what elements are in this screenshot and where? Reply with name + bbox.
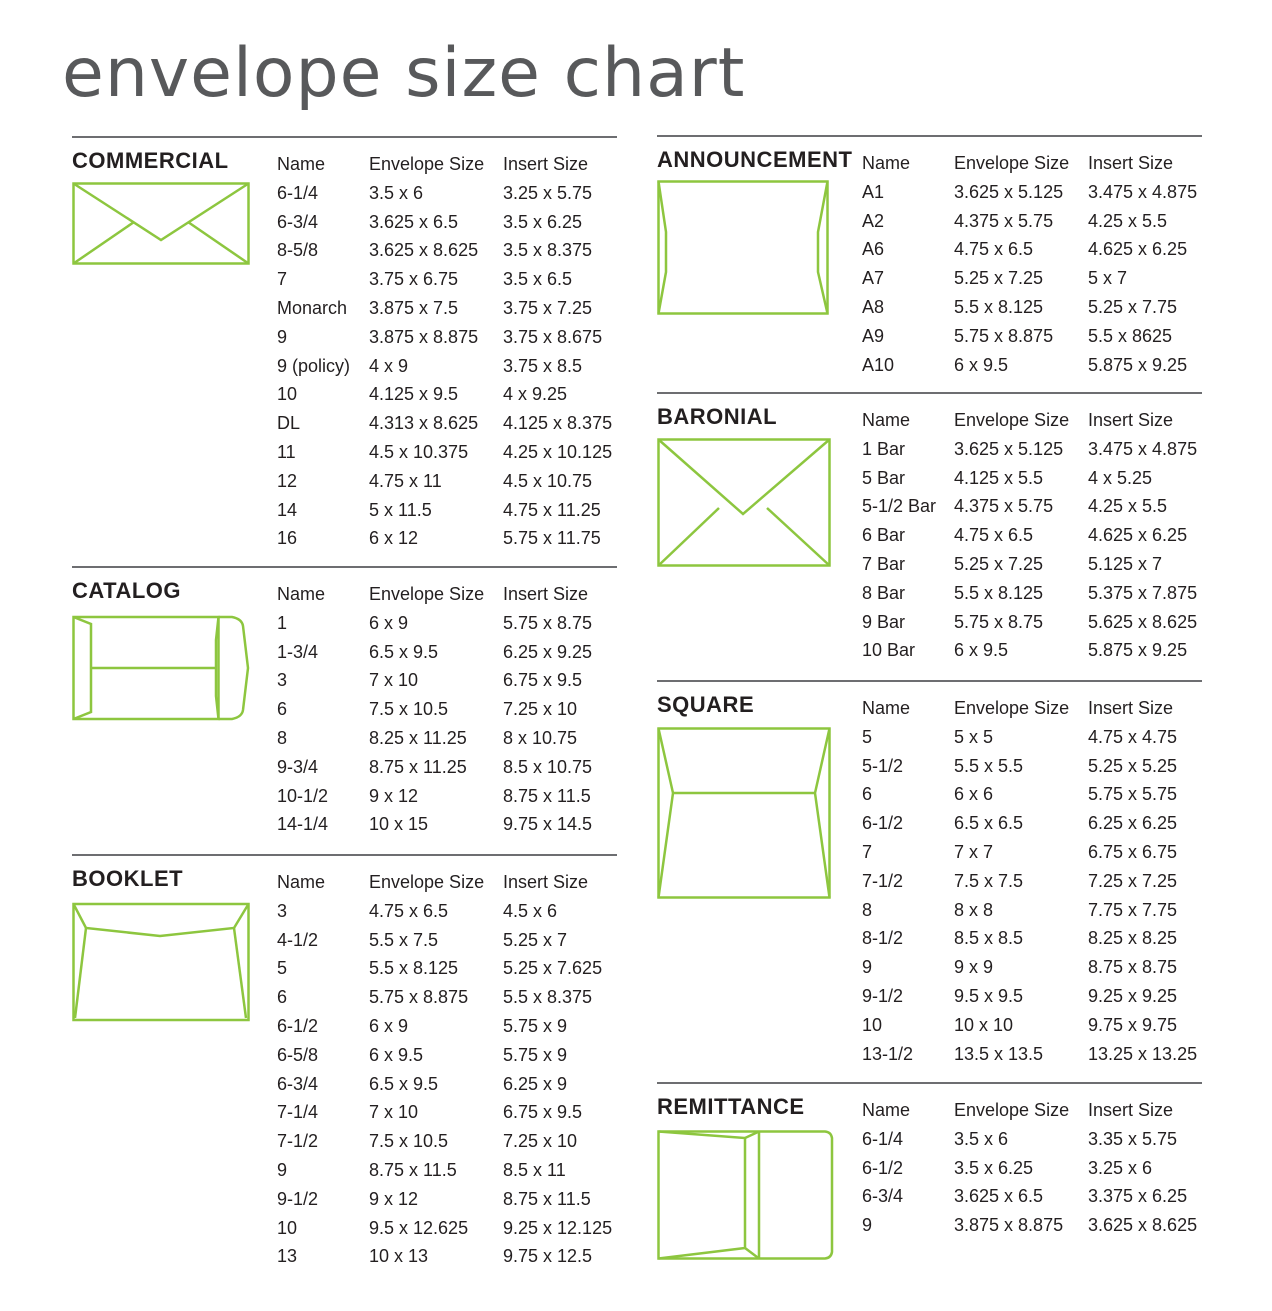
envelope-size-cell: 5.25 x 7.25 (954, 268, 1044, 289)
insert-size-cell: 5.5 x 8625 (1088, 325, 1173, 346)
insert-size-cell: 3.5 x 6.25 (503, 211, 583, 232)
envelope-size-cell: 4.125 x 5.5 (954, 467, 1044, 488)
envelope-size-cell: 3.75 x 6.75 (369, 269, 459, 290)
name-cell: 1 (277, 612, 288, 633)
envelope-size-cell: 4 x 9 (369, 355, 409, 376)
name-cell: A1 (862, 181, 885, 202)
name-cell: 8-5/8 (277, 240, 319, 261)
section-title: REMITTANCE (657, 1094, 805, 1119)
envelope-size-cell: 9 x 9 (954, 957, 994, 978)
name-cell: 10 (277, 384, 298, 405)
name-cell: 6-1/2 (862, 1157, 904, 1178)
insert-size-cell: 5.75 x 9 (503, 1015, 568, 1036)
name-cell: 6-1/4 (862, 1128, 904, 1149)
name-cell: 10 Bar (862, 640, 916, 661)
envelope-size-cell: 4.75 x 6.5 (954, 525, 1034, 546)
insert-size-cell: 6.25 x 9 (503, 1073, 568, 1094)
envelope-size-cell: 3.875 x 8.875 (954, 1215, 1064, 1236)
envelope-size-cell: 6 x 9.5 (954, 640, 1009, 661)
name-cell: 9-1/2 (277, 1188, 319, 1209)
insert-size-cell: 5.625 x 8.625 (1088, 611, 1198, 632)
insert-size-cell: 4 x 9.25 (503, 384, 568, 405)
insert-size-cell: 5.75 x 11.75 (503, 528, 601, 549)
insert-size-cell: 5.25 x 7.625 (503, 958, 603, 979)
envelope-size-cell: 7 x 10 (369, 670, 419, 691)
insert-size-cell: 7.25 x 10 (503, 1131, 578, 1152)
insert-size-cell: 9.25 x 12.125 (503, 1217, 613, 1238)
insert-size-cell: 3.475 x 4.875 (1088, 181, 1198, 202)
insert-size-cell: 4.25 x 5.5 (1088, 210, 1168, 231)
insert-size-cell: 5.75 x 5.75 (1088, 784, 1178, 805)
envelope-size-cell: 6 x 9.5 (954, 354, 1009, 375)
name-cell: 9 (policy) (277, 355, 351, 376)
envelope-size-cell: 10 x 13 (369, 1246, 429, 1267)
name-cell: Name (277, 154, 326, 174)
envelope-size-cell: Envelope Size (954, 698, 1070, 718)
insert-size-cell: 4.25 x 5.5 (1088, 496, 1168, 517)
envelope-size-cell: 8.75 x 11.5 (369, 1159, 457, 1180)
envelope-size-cell: 6.5 x 6.5 (954, 813, 1024, 834)
name-cell: Monarch (277, 297, 348, 318)
name-cell: Name (862, 1100, 911, 1120)
insert-size-cell: 3.35 x 5.75 (1088, 1128, 1178, 1149)
name-cell: 6 (862, 784, 873, 805)
envelope-size-cell: 3.625 x 5.125 (954, 181, 1064, 202)
insert-size-cell: 9.25 x 9.25 (1088, 985, 1178, 1006)
name-cell: A7 (862, 268, 885, 289)
name-cell: 5-1/2 (862, 755, 904, 776)
envelope-size-cell: 5.25 x 7.25 (954, 553, 1044, 574)
name-cell: 7 (277, 269, 288, 290)
envelope-size-cell: 3.875 x 8.875 (369, 326, 479, 347)
insert-size-cell: 5.875 x 9.25 (1088, 640, 1188, 661)
envelope-size-cell: 5.75 x 8.875 (954, 325, 1054, 346)
name-cell: 6 Bar (862, 525, 906, 546)
envelope-size-cell: 5.5 x 8.125 (954, 296, 1044, 317)
name-cell: 6-1/2 (277, 1015, 319, 1036)
envelope-size-cell: Envelope Size (369, 584, 485, 604)
insert-size-cell: 3.75 x 7.25 (503, 297, 593, 318)
envelope-size-cell: 8 x 8 (954, 899, 994, 920)
envelope-size-cell: 5.75 x 8.75 (954, 611, 1044, 632)
insert-size-cell: 8 x 10.75 (503, 727, 578, 748)
insert-size-cell: 4.625 x 6.25 (1088, 525, 1188, 546)
insert-size-cell: 8.5 x 10.75 (503, 756, 593, 777)
insert-size-cell: 4.125 x 8.375 (503, 413, 613, 434)
envelope-size-cell: Envelope Size (954, 410, 1070, 430)
name-cell: 14-1/4 (277, 814, 329, 835)
name-cell: 13-1/2 (862, 1043, 914, 1064)
catalog-envelope-icon (72, 612, 252, 724)
insert-size-cell: 7.25 x 10 (503, 699, 578, 720)
name-cell: 10-1/2 (277, 785, 329, 806)
insert-size-cell: 6.75 x 9.5 (503, 1102, 583, 1123)
section-title: BARONIAL (657, 404, 778, 429)
envelope-size-cell: 5.5 x 7.5 (369, 929, 439, 950)
envelope-size-cell: 3.5 x 6.25 (954, 1157, 1034, 1178)
insert-size-cell: Insert Size (1088, 698, 1174, 718)
envelope-size-cell: 7.5 x 7.5 (954, 870, 1024, 891)
name-cell: 5 (277, 958, 288, 979)
name-cell: A2 (862, 210, 885, 231)
envelope-size-cell: 4.375 x 5.75 (954, 496, 1054, 517)
envelope-size-cell: 5 x 5 (954, 726, 994, 747)
envelope-size-cell: 3.625 x 8.625 (369, 240, 479, 261)
envelope-size-cell: 7 x 10 (369, 1102, 419, 1123)
insert-size-cell: 5.75 x 9 (503, 1044, 568, 1065)
insert-size-cell: 5.375 x 7.875 (1088, 582, 1198, 603)
name-cell: 12 (277, 470, 298, 491)
insert-size-cell: 4 x 5.25 (1088, 467, 1153, 488)
envelope-size-cell: 6 x 9 (369, 612, 409, 633)
envelope-size-cell: 3.875 x 7.5 (369, 297, 459, 318)
insert-size-cell: 5.25 x 7 (503, 929, 568, 950)
name-cell: 9 Bar (862, 611, 906, 632)
insert-size-cell: 9.75 x 12.5 (503, 1246, 593, 1267)
section-title: BOOKLET (72, 866, 184, 891)
section-title: ANNOUNCEMENT (657, 147, 853, 172)
envelope-size-cell: 6.5 x 9.5 (369, 641, 439, 662)
envelope-size-cell: 6 x 6 (954, 784, 994, 805)
insert-size-cell: 9.75 x 9.75 (1088, 1014, 1178, 1035)
section-title: CATALOG (72, 578, 181, 603)
insert-size-cell: 4.5 x 6 (503, 900, 558, 921)
name-cell: 14 (277, 499, 298, 520)
envelope-size-cell: 8.25 x 11.25 (369, 727, 467, 748)
section-catalog (72, 566, 617, 848)
name-cell: 11 (277, 441, 296, 462)
commercial-envelope-icon (72, 182, 252, 266)
insert-size-cell: 7.75 x 7.75 (1088, 899, 1178, 920)
name-cell: 7 (862, 841, 873, 862)
envelope-size-cell: 9 x 12 (369, 1188, 419, 1209)
name-cell: Name (862, 698, 911, 718)
name-cell: 10 (277, 1217, 298, 1238)
name-cell: 3 (277, 900, 288, 921)
name-cell: 7-1/4 (277, 1102, 319, 1123)
insert-size-cell: 4.25 x 10.125 (503, 441, 613, 462)
name-cell: 6 (277, 987, 288, 1008)
name-cell: A10 (862, 354, 895, 375)
insert-size-cell: 4.625 x 6.25 (1088, 239, 1188, 260)
envelope-size-cell: 3.625 x 6.5 (369, 211, 459, 232)
section-remittance (657, 1082, 1202, 1284)
name-cell: Name (862, 410, 911, 430)
envelope-size-cell: Envelope Size (954, 153, 1070, 173)
name-cell: 16 (277, 528, 298, 549)
insert-size-cell: 8.75 x 11.5 (503, 785, 591, 806)
name-cell: 9 (277, 326, 288, 347)
envelope-size-cell: 4.5 x 10.375 (369, 441, 469, 462)
envelope-size-cell: 8.5 x 8.5 (954, 928, 1024, 949)
announcement-envelope-icon (657, 180, 831, 316)
envelope-size-cell: 4.125 x 9.5 (369, 384, 459, 405)
insert-size-cell: 5.25 x 7.75 (1088, 296, 1178, 317)
envelope-size-cell: 7.5 x 10.5 (369, 699, 449, 720)
name-cell: A8 (862, 296, 885, 317)
insert-size-cell: 6.25 x 6.25 (1088, 813, 1178, 834)
insert-size-cell: 6.75 x 9.5 (503, 670, 583, 691)
section-announcement (657, 135, 1202, 387)
envelope-size-cell: 10 x 10 (954, 1014, 1014, 1035)
envelope-size-cell: 4.75 x 6.5 (369, 900, 449, 921)
envelope-size-cell: 6.5 x 9.5 (369, 1073, 439, 1094)
name-cell: 9 (862, 1215, 873, 1236)
name-cell: 6-1/4 (277, 182, 319, 203)
name-cell: 6 (277, 699, 288, 720)
name-cell: 5-1/2 Bar (862, 496, 937, 517)
name-cell: 4-1/2 (277, 929, 319, 950)
name-cell: 9 (862, 957, 873, 978)
insert-size-cell: 9.75 x 14.5 (503, 814, 593, 835)
insert-size-cell: 3.475 x 4.875 (1088, 438, 1198, 459)
envelope-size-cell: 4.375 x 5.75 (954, 210, 1054, 231)
name-cell: 1 Bar (862, 438, 906, 459)
insert-size-cell: 3.375 x 6.25 (1088, 1186, 1188, 1207)
insert-size-cell: 8.75 x 11.5 (503, 1188, 591, 1209)
name-cell: 8 (862, 899, 873, 920)
envelope-size-cell: 5.5 x 8.125 (369, 958, 459, 979)
name-cell: 6-3/4 (277, 211, 319, 232)
name-cell: DL (277, 413, 301, 434)
insert-size-cell: 13.25 x 13.25 (1088, 1043, 1198, 1064)
envelope-size-cell: 7 x 7 (954, 841, 994, 862)
section-booklet (72, 854, 617, 1296)
envelope-size-cell: 8.75 x 11.25 (369, 756, 467, 777)
name-cell: 8 (277, 727, 288, 748)
insert-size-cell: 3.5 x 6.5 (503, 269, 573, 290)
name-cell: A6 (862, 239, 885, 260)
square-envelope-icon (657, 727, 833, 901)
envelope-size-cell: 5.5 x 8.125 (954, 582, 1044, 603)
section-square (657, 680, 1202, 1077)
name-cell: Name (862, 153, 911, 173)
section-title: SQUARE (657, 692, 755, 717)
insert-size-cell: 8.5 x 11 (503, 1159, 566, 1180)
envelope-size-cell: Envelope Size (369, 154, 485, 174)
name-cell: 13 (277, 1246, 298, 1267)
insert-size-cell: Insert Size (503, 154, 589, 174)
envelope-size-cell: Envelope Size (954, 1100, 1070, 1120)
name-cell: 1-3/4 (277, 641, 319, 662)
name-cell: 8 Bar (862, 582, 906, 603)
insert-size-cell: 3.75 x 8.675 (503, 326, 603, 347)
insert-size-cell: 5 x 7 (1088, 268, 1128, 289)
name-cell: 6-3/4 (277, 1073, 319, 1094)
insert-size-cell: 3.25 x 6 (1088, 1157, 1153, 1178)
insert-size-cell: 5.5 x 8.375 (503, 987, 593, 1008)
section-baronial (657, 392, 1202, 674)
insert-size-cell: Insert Size (1088, 153, 1174, 173)
name-cell: 7-1/2 (862, 870, 904, 891)
insert-size-cell: Insert Size (503, 872, 589, 892)
envelope-size-cell: 4.313 x 8.625 (369, 413, 479, 434)
envelope-size-cell: 3.625 x 6.5 (954, 1186, 1044, 1207)
baronial-envelope-icon (657, 438, 833, 568)
envelope-size-cell: Envelope Size (369, 872, 485, 892)
name-cell: Name (277, 872, 326, 892)
insert-size-cell: 4.5 x 10.75 (503, 470, 593, 491)
envelope-size-cell: 10 x 15 (369, 814, 429, 835)
envelope-size-cell: 5 x 11.5 (369, 499, 432, 520)
envelope-size-cell: 6 x 12 (369, 528, 419, 549)
insert-size-cell: Insert Size (503, 584, 589, 604)
insert-size-cell: 5.75 x 8.75 (503, 612, 593, 633)
insert-size-cell: 5.25 x 5.25 (1088, 755, 1178, 776)
name-cell: 9-1/2 (862, 985, 904, 1006)
booklet-envelope-icon (72, 902, 252, 1022)
envelope-size-cell: 6 x 9.5 (369, 1044, 424, 1065)
insert-size-cell: 3.625 x 8.625 (1088, 1215, 1198, 1236)
envelope-size-cell: 5.75 x 8.875 (369, 987, 469, 1008)
name-cell: 7-1/2 (277, 1131, 319, 1152)
envelope-size-cell: 13.5 x 13.5 (954, 1043, 1044, 1064)
page-title: envelope size chart (62, 34, 746, 113)
envelope-size-cell: 9.5 x 9.5 (954, 985, 1024, 1006)
name-cell: Name (277, 584, 326, 604)
insert-size-cell: 7.25 x 7.25 (1088, 870, 1178, 891)
name-cell: 6-3/4 (862, 1186, 904, 1207)
envelope-size-cell: 7.5 x 10.5 (369, 1131, 449, 1152)
section-title: COMMERCIAL (72, 148, 229, 173)
insert-size-cell: 4.75 x 4.75 (1088, 726, 1178, 747)
name-cell: 3 (277, 670, 288, 691)
envelope-size-cell: 3.5 x 6 (369, 182, 424, 203)
insert-size-cell: 3.5 x 8.375 (503, 240, 593, 261)
envelope-size-cell: 9.5 x 12.625 (369, 1217, 469, 1238)
envelope-size-cell: 6 x 9 (369, 1015, 409, 1036)
insert-size-cell: 3.25 x 5.75 (503, 182, 593, 203)
name-cell: 5 Bar (862, 467, 906, 488)
envelope-size-cell: 3.625 x 5.125 (954, 438, 1064, 459)
remittance-envelope-icon (657, 1130, 835, 1262)
insert-size-cell: 8.25 x 8.25 (1088, 928, 1178, 949)
section-commercial (72, 136, 617, 558)
name-cell: 7 Bar (862, 553, 906, 574)
insert-size-cell: 3.75 x 8.5 (503, 355, 583, 376)
envelope-size-cell: 4.75 x 11 (369, 470, 442, 491)
envelope-size-cell: 5.5 x 5.5 (954, 755, 1024, 776)
name-cell: 8-1/2 (862, 928, 904, 949)
envelope-size-cell: 3.5 x 6 (954, 1128, 1009, 1149)
insert-size-cell: 8.75 x 8.75 (1088, 957, 1178, 978)
name-cell: 10 (862, 1014, 883, 1035)
name-cell: 5 (862, 726, 873, 747)
name-cell: 9-3/4 (277, 756, 319, 777)
insert-size-cell: Insert Size (1088, 1100, 1174, 1120)
name-cell: 6-5/8 (277, 1044, 319, 1065)
insert-size-cell: Insert Size (1088, 410, 1174, 430)
name-cell: 9 (277, 1159, 288, 1180)
name-cell: A9 (862, 325, 885, 346)
insert-size-cell: 4.75 x 11.25 (503, 499, 601, 520)
insert-size-cell: 6.25 x 9.25 (503, 641, 593, 662)
name-cell: 6-1/2 (862, 813, 904, 834)
envelope-size-cell: 9 x 12 (369, 785, 419, 806)
insert-size-cell: 6.75 x 6.75 (1088, 841, 1178, 862)
envelope-size-cell: 4.75 x 6.5 (954, 239, 1034, 260)
insert-size-cell: 5.125 x 7 (1088, 553, 1163, 574)
insert-size-cell: 5.875 x 9.25 (1088, 354, 1188, 375)
